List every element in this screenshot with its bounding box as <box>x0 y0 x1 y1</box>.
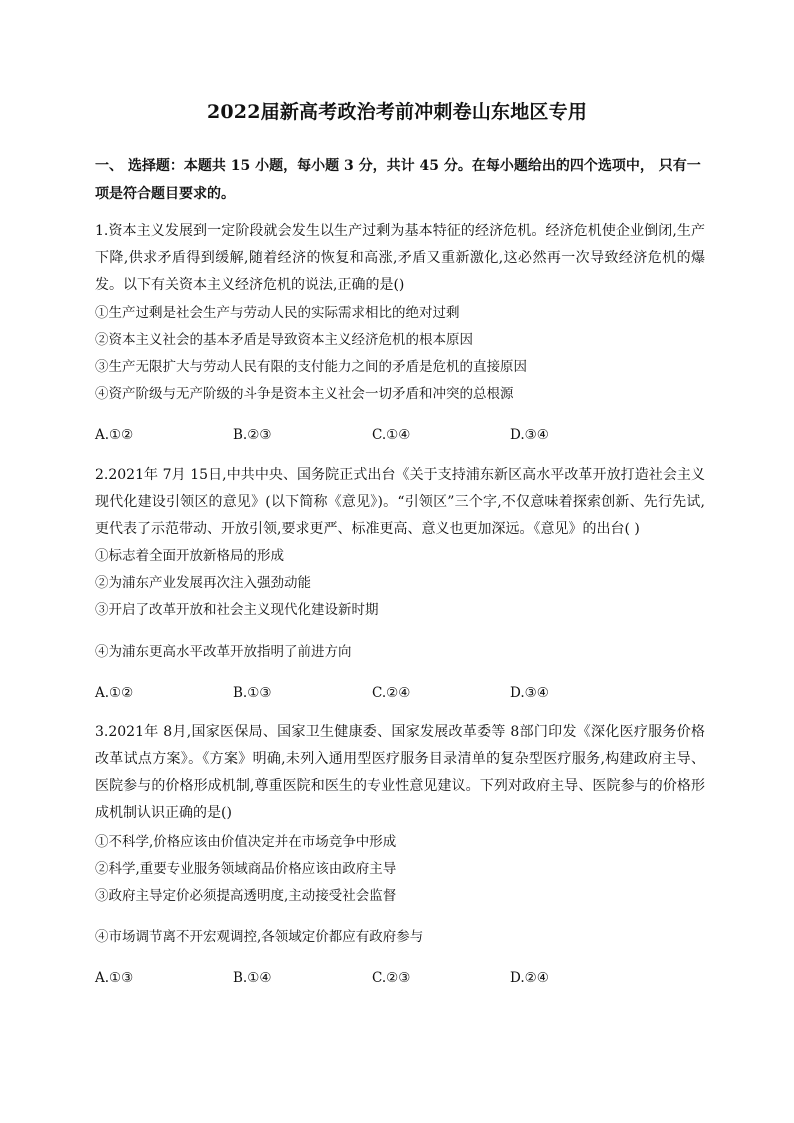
question-1-choice-b: B.②③ <box>233 427 272 443</box>
question-3-choices <box>95 967 705 989</box>
question-1-option-1: ①生产过剩是社会生产与劳动人民的实际需求相比的绝对过剩 <box>95 305 460 321</box>
question-1-choice-c: C.①④ <box>372 427 411 443</box>
question-3-choice-b: B.①④ <box>233 970 272 986</box>
question-3-choice-a: A.①③ <box>95 970 134 986</box>
question-2-option-3: ③开启了改革开放和社会主义现代化建设新时期 <box>95 602 379 618</box>
question-3-choice-d: D.②④ <box>510 970 549 986</box>
question-1-choices <box>95 424 705 446</box>
question-2-choice-d: D.③④ <box>510 685 549 701</box>
page-title: 2022届新高考政治考前冲刺卷山东地区专用 <box>206 101 588 123</box>
section-header: 一、 选择题：本题共 15 小题，每小题 3 分，共计 45 分。在每小题给出的四个选项中， 只有一项是符合题目要求的。 <box>95 158 701 202</box>
question-3-option-2: ②科学,重要专业服务领域商品价格应该由政府主导 <box>95 861 397 877</box>
question-3-option-3: ③政府主导定价必须提高透明度,主动接受社会监督 <box>95 888 397 904</box>
question-3-stem: 3.2021年 8月,国家医保局、国家卫生健康委、国家发展改革委等 8部门印发《深化医疗服务价格改革试点方案》。《方案》明确,未列入通用型医疗服务目录清单的复杂型医疗服务,构建政府主导、医院参与的价格形成机制,尊重医院和医生的专业性意见建议。下列对政府主导、医院参与的价格形成机制认识正确的是() <box>95 724 705 821</box>
question-2-choices <box>95 682 705 704</box>
question-1-stem: 1.资本主义发展到一定阶段就会发生以生产过剩为基本特征的经济危机。经济危机使企业倒闭,生产下降,供求矛盾得到缓解,随着经济的恢复和高涨,矛盾又重新激化,这必然再一次导致经济危机的爆发。以下有关资本主义经济危机的说法,正确的是() <box>95 223 705 293</box>
question-3-option-1: ①不科学,价格应该由价值决定并在市场竞争中形成 <box>95 834 397 850</box>
question-2-option-2: ②为浦东产业发展再次注入强劲动能 <box>95 575 311 591</box>
question-1-option-4: ④资产阶级与无产阶级的斗争是资本主义社会一切矛盾和冲突的总根源 <box>95 386 514 402</box>
question-1-choice-a: A.①② <box>95 427 134 443</box>
question-3-option-4: ④市场调节离不开宏观调控,各领域定价都应有政府参与 <box>95 929 424 945</box>
question-2-choice-b: B.①③ <box>233 685 272 701</box>
question-1-choice-d: D.③④ <box>510 427 549 443</box>
question-1-option-2: ②资本主义社会的基本矛盾是导致资本主义经济危机的根本原因 <box>95 332 473 348</box>
question-2-option-4: ④为浦东更高水平改革开放指明了前进方向 <box>95 644 352 660</box>
question-2-choice-c: C.②④ <box>372 685 411 701</box>
question-2-stem: 2.2021年 7月 15日,中共中央、国务院正式出台《关于支持浦东新区高水平改革开放打造社会主义现代化建设引领区的意见》(以下简称《意见》)。“引领区”三个字,不仅意味着探索创新、先行先试,更代表了示范带动、开放引领,要求更严、标准更高、意义也更加深远。《意见》的出台( ) <box>95 467 705 537</box>
question-2-option-1: ①标志着全面开放新格局的形成 <box>95 548 284 564</box>
question-3-choice-c: C.②③ <box>372 970 411 986</box>
question-2-choice-a: A.①② <box>95 685 134 701</box>
question-1-option-3: ③生产无限扩大与劳动人民有限的支付能力之间的矛盾是危机的直接原因 <box>95 359 527 375</box>
